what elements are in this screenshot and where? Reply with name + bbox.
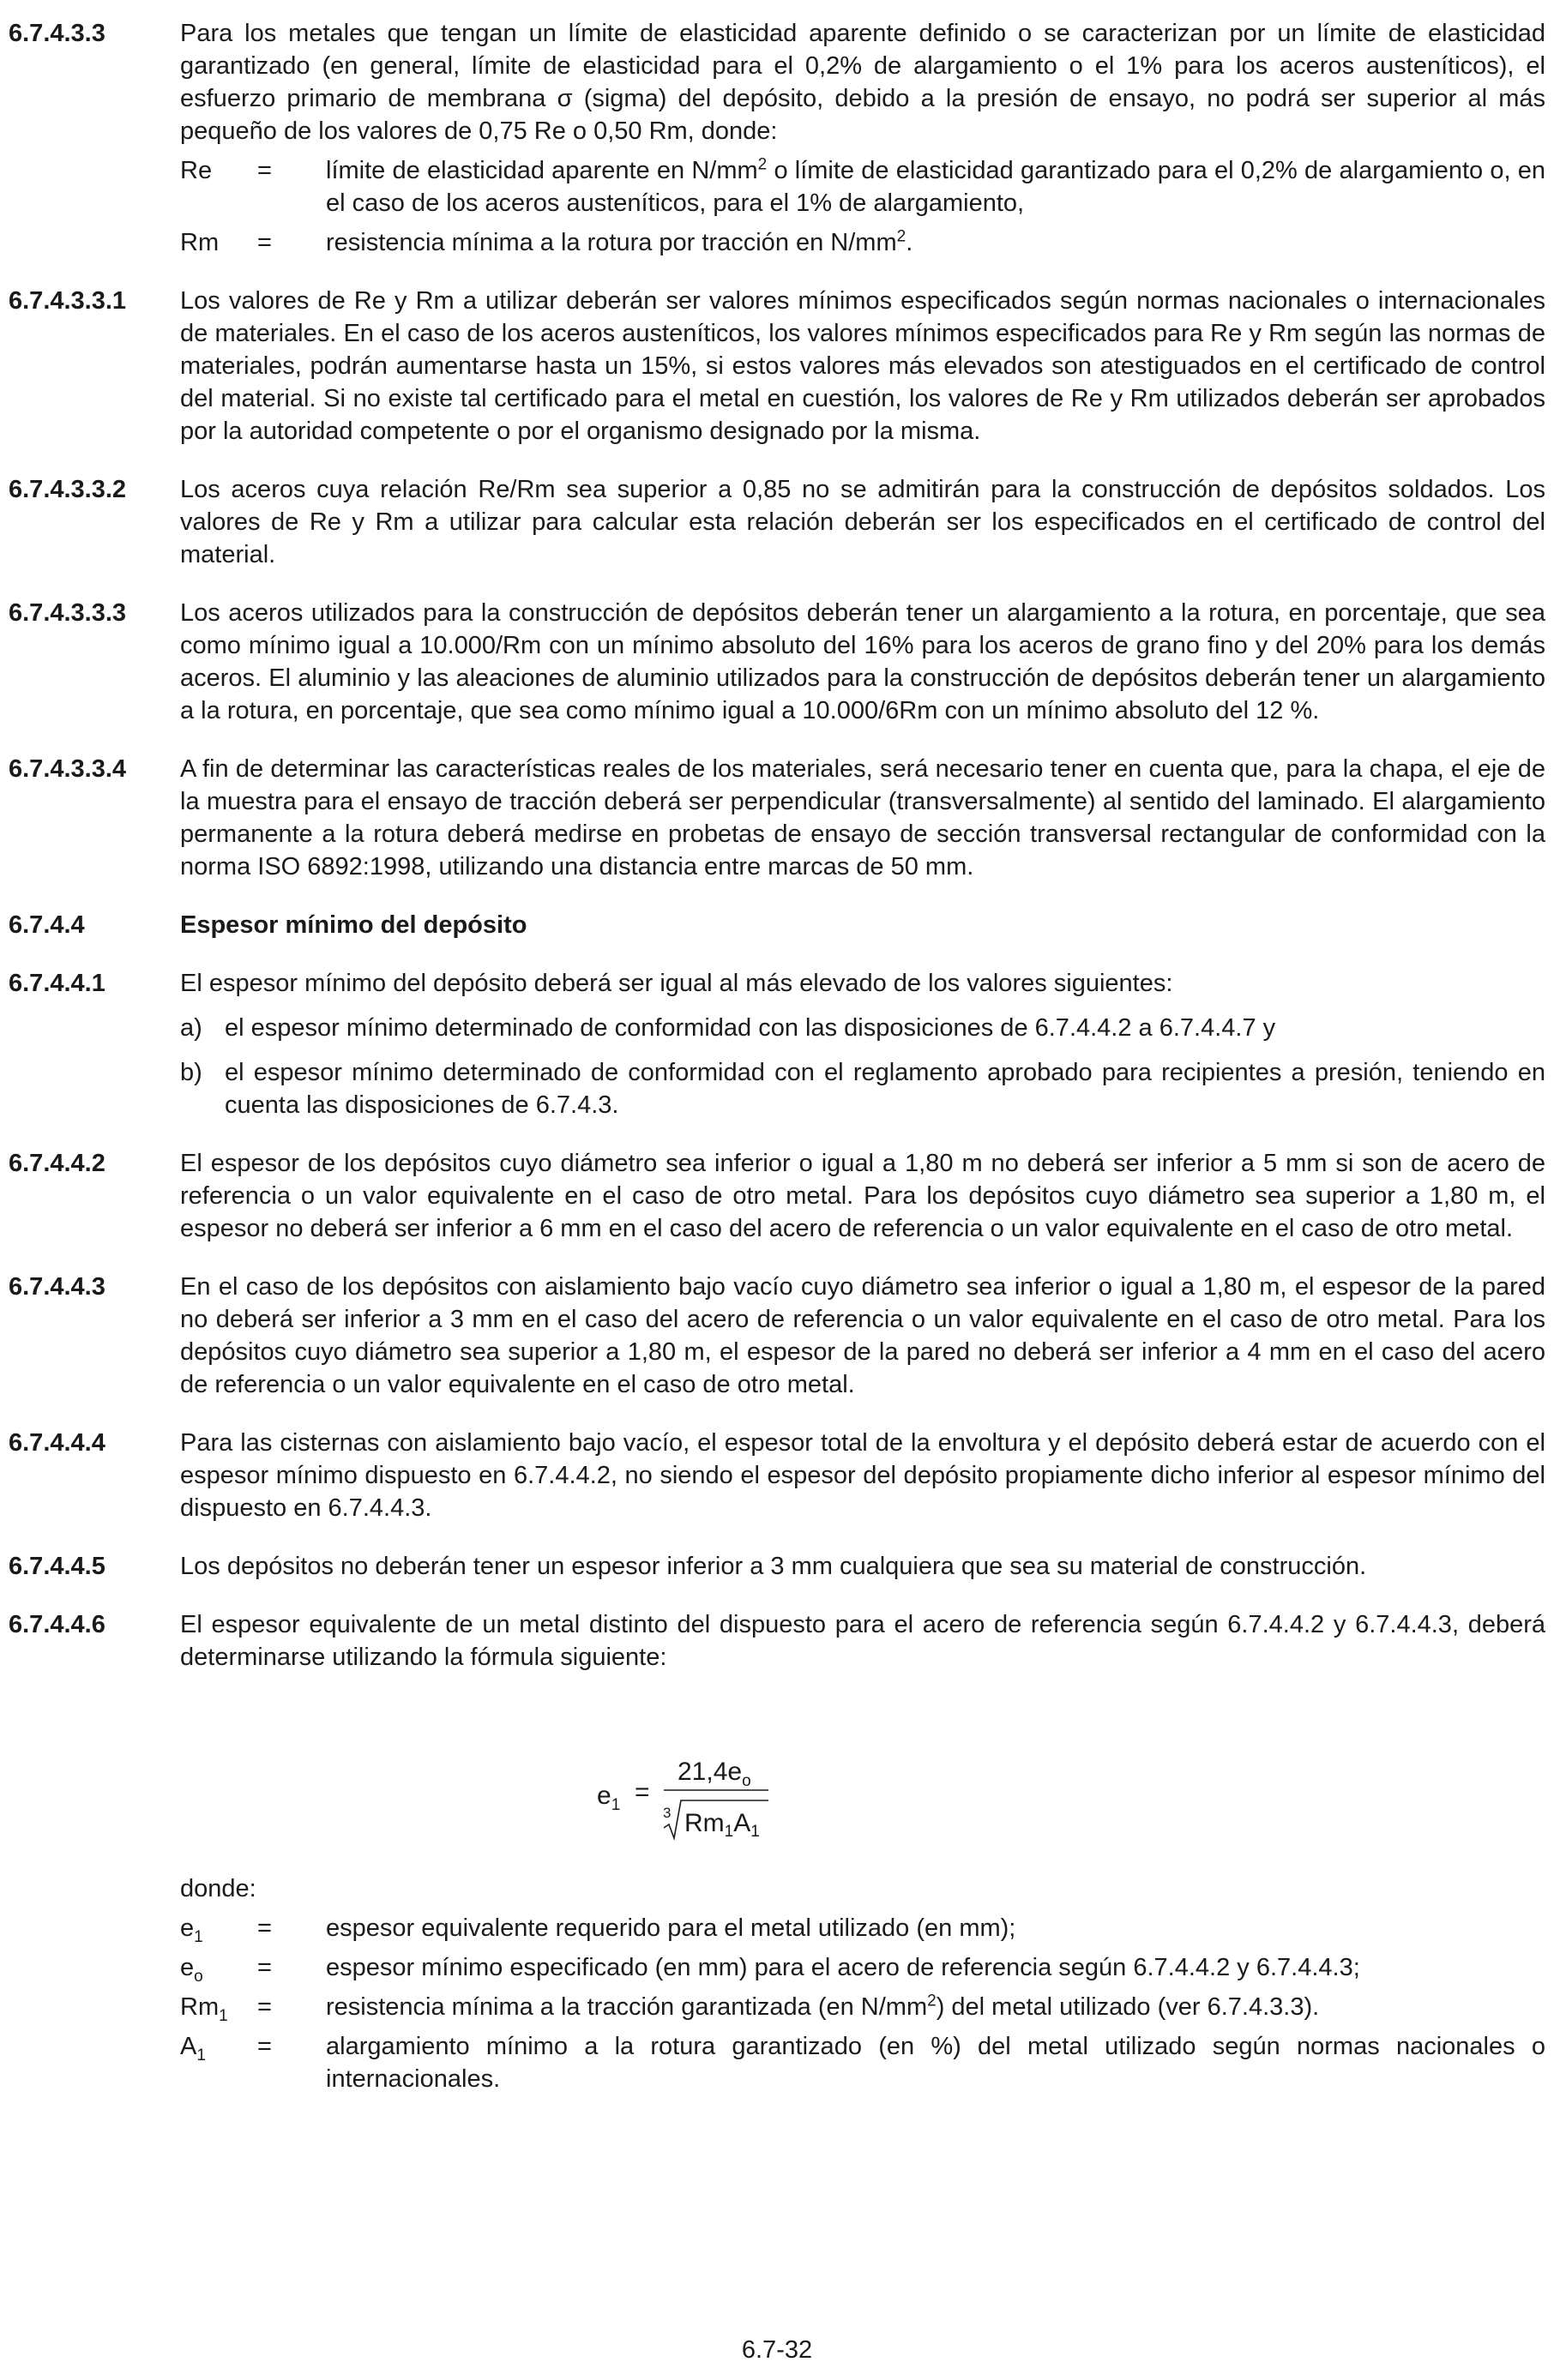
section-6-7-4-4-6 [9,1608,1545,1674]
symbol-text: e [180,1914,195,1942]
section-body [180,17,1545,259]
paragraph: El espesor equivalente de un metal distinto del dispuesto para el acero de referencia según 6.7.4.4.2 y 6.7.4.4.3, deberá determinarse utilizando la fórmula siguiente: [180,1611,1545,1671]
definition-e1 [180,1912,1545,1944]
section-6-7-4-4-4 [9,1427,1545,1524]
paragraph: Los aceros utilizados para la construcción de depósitos deberán tener un alargamiento a la rotura, en porcentaje, que sea como mínimo igual a 10.000/Rm con un mínimo absoluto del 16% para los aceros de grano fino y del 20% para los demás aceros. El aluminio y las aleaciones de aluminio utilizados para la construcción de depósitos deberán tener un alargamiento a la rotura, en porcentaje, que sea como mínimo igual a 10.000/6Rm con un mínimo absoluto del 12 %. [180,599,1545,724]
definition-eo [180,1951,1545,1984]
document-page [9,17,1545,2095]
section-number: 6.7.4.4 [9,911,85,939]
section-number: 6.7.4.3.3.3 [9,599,127,627]
definition-equals: = [257,1914,272,1942]
definition-a1 [180,2030,1545,2095]
section-body [180,967,1545,1121]
formula-numerator-subscript: o [742,1772,751,1790]
definition-symbol [180,1991,257,2023]
formula-denominator-rm: Rm [684,1809,725,1837]
definition-equals: = [257,1954,272,1981]
definition-equals: = [257,2033,272,2060]
formula-lhs [597,1782,620,1814]
paragraph: A fin de determinar las características reales de los materiales, será necesario tener en cuenta que, para la chapa, el eje de la muestra para el ensayo de tracción deberá ser perpendicular (transversalmente) al sentido del laminado. El alargamiento permanente a la rotura deberá medirse en probetas de ensayo de sección transversal rectangular de conformidad con la norma ISO 6892:1998, utilizando una distancia entre marcas de 50 mm. [180,755,1545,880]
definition-symbol [180,2030,257,2095]
definition-re [180,154,1545,219]
definition-symbol [180,1951,257,1984]
formula-equals: = [635,1778,650,1806]
subscript: 1 [196,2046,206,2064]
definition-text-part: límite de elasticidad aparente en N/mm [326,157,758,184]
formula-denominator-a: A [733,1809,751,1837]
section-number: 6.7.4.4.6 [9,1611,105,1638]
definition-text-part: . [906,229,913,256]
definition-text-part: ) del metal utilizado (ver 6.7.4.3.3). [936,1993,1320,2021]
definition-text: alargamiento mínimo a la rotura garantizado (en %) del metal utilizado según normas nacionales o internacionales. [326,2033,1545,2093]
list-item-label: a) [180,1014,202,1042]
definition-equals: = [257,157,272,184]
section-6-7-4-4 [9,909,1545,941]
formula-block [9,1722,1545,1850]
definition-text [326,226,1545,259]
section-6-7-4-4-3 [9,1271,1545,1401]
section-6-7-4-3-3 [9,17,1545,259]
definition-text: espesor equivalente requerido para el metal utilizado (en mm); [326,1914,1016,1942]
section-6-7-4-4-5 [9,1550,1545,1583]
definition-symbol: Rm [180,229,220,256]
definition-symbol: Re [180,157,213,184]
section-number: 6.7.4.4.3 [9,1273,105,1301]
section-number: 6.7.4.4.5 [9,1553,105,1580]
formula-lhs-subscript: 1 [611,1796,621,1814]
where-block [9,1872,1545,2095]
list-item-label: b) [180,1059,202,1086]
paragraph: Para los metales que tengan un límite de elasticidad aparente definido o se caracterizan por un límite de elasticidad garantizado (en general, límite de elasticidad para el 0,2% de alargamiento o el 1% para los aceros austeníticos), el esfuerzo primario de membrana σ (sigma) del depósito, debido a la presión de ensayo, no podrá ser superior al más pequeño de los valores de 0,75 Re o 0,50 Rm, donde: [180,20,1545,145]
definition-rm1 [180,1991,1545,2023]
section-6-7-4-4-2 [9,1147,1545,1245]
section-6-7-4-4-1 [9,967,1545,1121]
paragraph: Para las cisternas con aislamiento bajo vacío, el espesor total de la envoltura y el depósito deberá estar de acuerdo con el espesor mínimo dispuesto en 6.7.4.4.2, no siendo el espesor del depósito propiamente dicho inferior al espesor mínimo del dispuesto en 6.7.4.4.3. [180,1429,1545,1522]
formula-svg [597,1739,906,1842]
where-body [180,1872,1545,2095]
formula-numerator [678,1758,751,1790]
subscript: o [194,1967,203,1986]
definition-text-part: resistencia mínima a la rotura por tracción en N/mm [326,229,897,256]
list-item [180,1012,1545,1044]
formula-lhs-symbol: e [597,1782,611,1810]
section-6-7-4-3-3-4 [9,753,1545,883]
section-number: 6.7.4.4.4 [9,1429,105,1457]
list-item [180,1056,1545,1121]
subscript: 1 [219,2006,228,2025]
section-6-7-4-3-3-1 [9,285,1545,448]
formula-denominator-a-subscript: 1 [750,1823,760,1841]
superscript: 2 [896,227,906,246]
section-heading: Espesor mínimo del depósito [180,911,527,939]
section-number: 6.7.4.3.3.1 [9,287,127,315]
definition-text [326,154,1545,219]
paragraph: El espesor de los depósitos cuyo diámetro sea inferior o igual a 1,80 m no deberá ser inferior a 5 mm si son de acero de referencia o un valor equivalente en el caso de otro metal. Para los depósitos cuyo diámetro sea superior a 1,80 m, el espesor no deberá ser inferior a 6 mm en el caso del acero de referencia o un valor equivalente en el caso de otro metal. [180,1150,1545,1242]
definition-text [326,1991,1545,2023]
superscript: 2 [757,155,768,174]
section-number: 6.7.4.3.3.4 [9,755,127,783]
paragraph: Los valores de Re y Rm a utilizar deberán ser valores mínimos especificados según normas nacionales o internacionales de materiales. En el caso de los aceros austeníticos, los valores mínimos especificados para Re y Rm según las normas de materiales, podrán aumentarse hasta un 15%, si estos valores más elevados son atestiguados en el certificado de control del material. Si no existe tal certificado para el metal en cuestión, los valores de Re y Rm utilizados deberán ser aprobados por la autoridad competente o por el organismo designado por la misma. [180,287,1545,445]
section-number: 6.7.4.4.1 [9,970,105,997]
symbol-text: A [180,2033,197,2060]
definition-equals: = [257,1993,272,2021]
page-number: 6.7-32 [741,2336,813,2364]
list-item-text: el espesor mínimo determinado de conformidad con las disposiciones de 6.7.4.4.2 a 6.7.4.4.7 y [225,1014,1276,1042]
subscript: 1 [194,1927,203,1946]
definition-equals: = [257,229,272,256]
equivalent-thickness-formula [597,1739,906,1842]
section-number: 6.7.4.3.3.2 [9,476,127,503]
formula-denominator-rm-subscript: 1 [724,1823,734,1841]
formula-numerator-text: 21,4e [678,1758,743,1786]
section-6-7-4-3-3-3 [9,597,1545,727]
definition-symbol [180,1912,257,1944]
definition-text-part: o límite de elasticidad garantizado para el 0,2% de alargamiento o, en el caso de los aceros austeníticos, para el 1% de alargamiento, [326,157,1545,217]
section-6-7-4-3-3-2 [9,473,1545,571]
definition-rm [180,226,1545,259]
paragraph: En el caso de los depósitos con aislamiento bajo vacío cuyo diámetro sea inferior o igual a 1,80 m, el espesor de la pared no deberá ser inferior a 3 mm en el caso del acero de referencia o un valor equivalente en el caso de otro metal. Para los depósitos cuyo diámetro sea superior a 1,80 m, el espesor de la pared no deberá ser inferior a 4 mm en el caso del acero de referencia o un valor equivalente en el caso de otro metal. [180,1273,1545,1398]
section-number: 6.7.4.4.2 [9,1150,105,1177]
symbol-text: e [180,1954,195,1981]
superscript: 2 [927,1992,937,2010]
paragraph: Los aceros cuya relación Re/Rm sea superior a 0,85 no se admitirán para la construcción de depósitos soldados. Los valores de Re y Rm a utilizar para calcular esta relación deberán ser los especificados en el certificado de control del material. [180,476,1545,568]
where-label: donde: [180,1875,256,1902]
section-number: 6.7.4.3.3 [9,20,105,47]
root-index: 3 [663,1805,672,1821]
where-spacer [9,1872,180,2095]
list-item-text: el espesor mínimo determinado de conformidad con el reglamento aprobado para recipientes a presión, teniendo en cuenta las disposiciones de 6.7.4.3. [225,1059,1545,1119]
definition-text-part: resistencia mínima a la tracción garantizada (en N/mm [326,1993,928,2021]
symbol-text: Rm [180,1993,220,2021]
formula-denominator [684,1809,760,1841]
paragraph: Los depósitos no deberán tener un espesor inferior a 3 mm cualquiera que sea su material de construcción. [180,1553,1367,1580]
paragraph: El espesor mínimo del depósito deberá ser igual al más elevado de los valores siguientes: [180,970,1173,997]
definition-text: espesor mínimo especificado (en mm) para el acero de referencia según 6.7.4.4.2 y 6.7.4.4.3; [326,1954,1360,1981]
